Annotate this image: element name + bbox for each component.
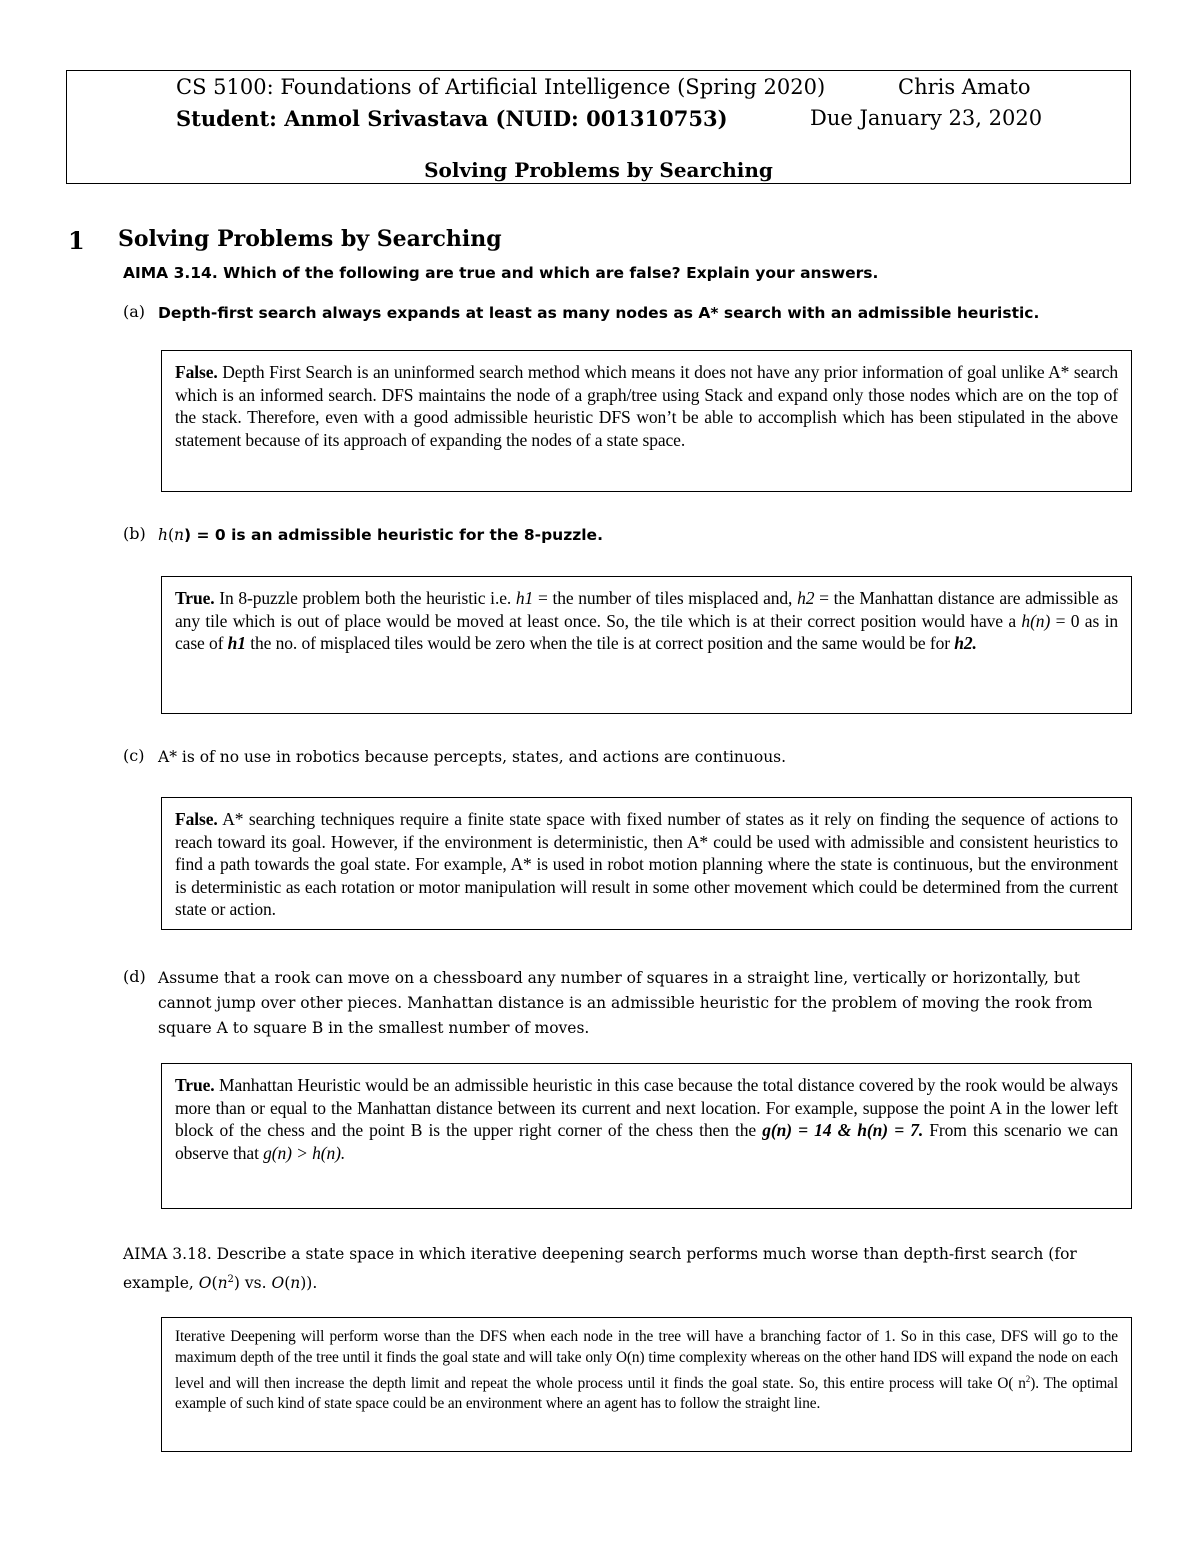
section-title: Solving Problems by Searching <box>118 226 502 252</box>
aima-3-18-vs: ) vs. <box>233 1274 267 1293</box>
aima-3-18-end: )). <box>300 1274 318 1293</box>
aima-3-18-text: AIMA 3.18. Describe a state space in which iterative deepening search performs much worse than depth-first search (for example, <box>123 1245 1077 1293</box>
question-b-text <box>158 523 1133 548</box>
answer-d-eq2: = 7. <box>894 1120 924 1140</box>
answer-d-eq1: = 14 & <box>798 1120 852 1140</box>
answer-b-verdict: True. <box>175 588 215 608</box>
answer-d-verdict: True. <box>175 1075 215 1095</box>
answer-c-box <box>161 797 1132 930</box>
question-c-text: A* is of no use in robotics because percepts, states, and actions are continuous. <box>158 748 787 766</box>
answer-c-text: A* searching techniques require a finite state space with fixed number of states as it rely on finding the sequence of actions to reach toward its goal. However, if the environment is deterministic, then A* could be used with admissible and consistent heuristics to find a path towards the goal state. For example, A* is used in robot motion planning where the state is continuous, but the environment is deterministic as each rotation or motor manipulation will result in some other movement which could be determined from the current state or action. <box>175 809 1118 919</box>
question-b-rest: ) = 0 is an admissible heuristic for the 8-puzzle. <box>184 526 603 544</box>
answer-d-gn-gt-hn: g(n) > h(n). <box>263 1142 346 1163</box>
due-date: Due January 23, 2020 <box>810 106 1043 130</box>
answer-a-verdict: False. <box>175 362 218 382</box>
answer-b-h2: h2 <box>797 588 815 608</box>
answer-a-text: Depth First Search is an uninformed search method which means it does not have any prior information of goal unlike A* search which is an informed search. DFS maintains the node of a graph/tree using Stack and expand only those nodes which are on the top of the stack. Therefore, even with a good admissible heuristic DFS won’t be able to accomplish which has been stipulated in the above statement because of its approach of expanding the nodes of a state space. <box>175 362 1118 450</box>
answer-b-text-2: = the number of tiles misplaced and, <box>537 588 793 608</box>
aima-3-18-exponent: 2 <box>227 1274 234 1285</box>
question-a-text: Depth-first search always expands at least as many nodes as A* search with an admissible heuristic. <box>158 304 1040 322</box>
answer-b-h2-bold: h2. <box>954 633 977 653</box>
answer-b-h1-bold: h1 <box>227 633 246 653</box>
answer-a-box <box>161 350 1132 492</box>
answer-ids-box <box>161 1317 1132 1452</box>
section-number: 1 <box>68 226 85 255</box>
answer-ids-text-1: Iterative Deepening will perform worse than the DFS when each node in the tree will have a branching factor of 1. So in this case, DFS will go to the maximum depth of the tree until it finds the goal state and will take only O(n) time complexity whereas on the other hand IDS will expand the node on each level and will then increase the depth limit and repeat the whole process until it finds the goal state. So, this entire process will take O( n <box>175 1328 1118 1392</box>
question-d-text: Assume that a rook can move on a chessboard any number of squares in a straight line, vertically or horizontally, but cannot jump over other pieces. Manhattan distance is an admissible heuristic for the problem of moving the rook from square A to square B in the smallest number of moves. <box>158 969 1093 1037</box>
question-b-label: (b) <box>123 524 146 543</box>
answer-ids-exponent: 2 <box>1025 1373 1031 1384</box>
answer-ids-text-2: ). The optimal example of such kind of state space could be an environment where an agent has to follow the straight line. <box>175 1374 1118 1413</box>
aima-3-18-n-squared: n <box>217 1274 228 1293</box>
answer-b-text-4: = 0 as in case of <box>175 610 1118 653</box>
question-c-label: (c) <box>123 746 145 765</box>
answer-d-hn: h(n) <box>857 1120 889 1140</box>
answer-b-text-5: the no. of misplaced tiles would be zero when the tile is at correct position and the same would be for <box>250 633 950 653</box>
question-a-label: (a) <box>123 302 146 321</box>
aima-3-18-O2: O <box>271 1274 285 1293</box>
question-b-n: n <box>174 526 185 544</box>
aima-3-18-O1: O <box>198 1274 212 1293</box>
aima-3-14-prompt: AIMA 3.14. Which of the following are true and which are false? Explain your answers. <box>123 264 879 282</box>
question-d-label: (d) <box>123 967 146 986</box>
aima-3-18-prompt: AIMA 3.18. Describe a state space in which iterative deepening search performs much worse than depth-first search (for example, $O(n^2)$ vs. O(n)). <box>123 1245 1077 1293</box>
answer-d-box <box>161 1063 1132 1209</box>
student-name: Student: Anmol Srivastava (NUID: 001310753) <box>176 106 728 131</box>
answer-d-text-1: Manhattan Heuristic would be an admissible heuristic in this case because the total distance covered by the rook would be always more than or equal to the Manhattan distance between its current and next location. For example, suppose the point A in the lower left block of the chess and the point B is the upper right corner of the chess then the <box>175 1075 1118 1140</box>
answer-b-h1: h1 <box>515 588 534 608</box>
instructor-name: Chris Amato <box>898 75 1031 99</box>
question-b-paren: ( <box>167 526 175 544</box>
answer-d-gn: g(n) <box>762 1120 792 1140</box>
answer-b-hn: h(n) <box>1021 610 1051 631</box>
answer-b-text-3: = the Manhattan distance are admissible as any tile which is out of place would be moved at least once. So, the tile which is at their correct position would have a <box>175 588 1119 631</box>
question-b-h: h <box>158 526 168 544</box>
answer-b-box <box>161 576 1132 714</box>
course-title: CS 5100: Foundations of Artificial Intelligence (Spring 2020) <box>176 75 826 99</box>
answer-b-text-1: In 8-puzzle problem both the heuristic i.e. <box>219 588 512 608</box>
header-box <box>66 70 1131 184</box>
aima-3-18-n: n <box>290 1274 301 1293</box>
assignment-title: Solving Problems by Searching <box>424 158 773 182</box>
answer-d-text-2: From this scenario we can observe that <box>175 1120 1118 1163</box>
answer-c-verdict: False. <box>175 809 218 829</box>
